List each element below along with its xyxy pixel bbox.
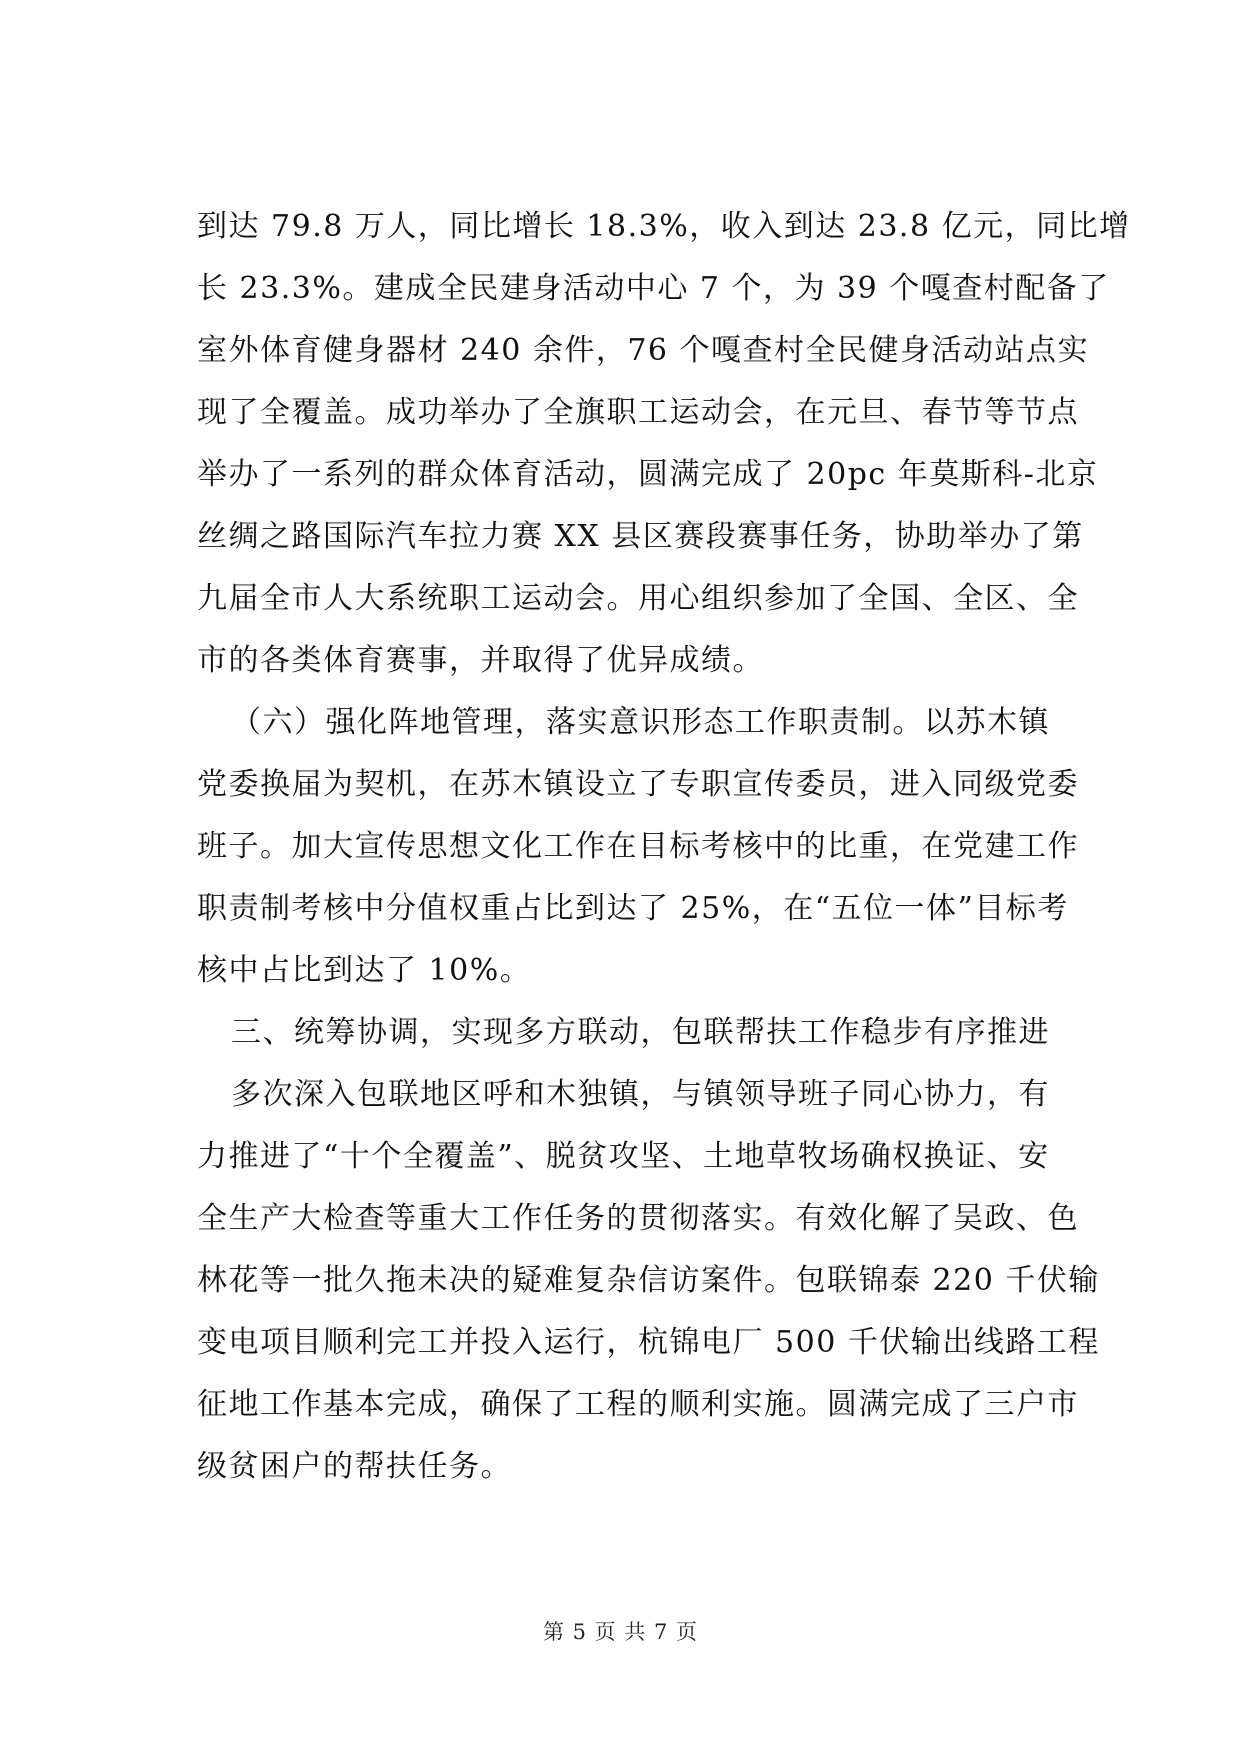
text-line: 举办了一系列的群众体育活动，圆满完成了 20pc 年莫斯科-北京	[197, 457, 1099, 492]
text-line: 林花等一批久拖未决的疑难复杂信访案件。包联锦泰 220 千伏输	[197, 1263, 1100, 1298]
text-line: 级贫困户的帮扶任务。	[197, 1449, 512, 1484]
text-line: 现了全覆盖。成功举办了全旗职工运动会，在元旦、春节等节点	[197, 395, 1079, 430]
text-line: 长 23.3%。建成全民建身活动中心 7 个，为 39 个嘎查村配备了	[197, 271, 1110, 306]
text-line: 多次深入包联地区呼和木独镇，与镇领导班子同心协力，有	[231, 1077, 1050, 1112]
text-line: 职责制考核中分值权重占比到达了 25%，在“五位一体”目标考	[197, 891, 1069, 926]
text-line: 全生产大检查等重大工作任务的贯彻落实。有效化解了吴政、色	[197, 1201, 1079, 1236]
text-line: 变电项目顺利完工并投入运行，杭锦电厂 500 千伏输出线路工程	[197, 1325, 1100, 1360]
text-line: 到达 79.8 万人，同比增长 18.3%，收入到达 23.8 亿元，同比增	[197, 209, 1131, 244]
text-line: 市的各类体育赛事，并取得了优异成绩。	[197, 643, 764, 678]
page-number-footer: 第 5 页 共 7 页	[542, 1620, 699, 1644]
text-line: 力推进了“十个全覆盖”、脱贫攻坚、土地草牧场确权换证、安	[197, 1139, 1050, 1174]
section-heading-three: 三、统筹协调，实现多方联动，包联帮扶工作稳步有序推进	[231, 1015, 1050, 1050]
text-line: 班子。加大宣传思想文化工作在目标考核中的比重，在党建工作	[197, 829, 1079, 864]
text-line: 丝绸之路国际汽车拉力赛 XX 县区赛段赛事任务，协助举办了第	[197, 519, 1084, 554]
text-line: 九届全市人大系统职工运动会。用心组织参加了全国、全区、全	[197, 581, 1079, 616]
body-text	[197, 196, 1131, 1498]
text-line: 核中占比到达了 10%。	[197, 953, 532, 988]
section-heading-six: （六）强化阵地管理，落实意识形态工作职责制。以苏木镇	[231, 705, 1050, 740]
text-line: 党委换届为契机，在苏木镇设立了专职宣传委员，进入同级党委	[197, 767, 1079, 802]
text-line: 征地工作基本完成，确保了工程的顺利实施。圆满完成了三户市	[197, 1387, 1079, 1422]
text-line: 室外体育健身器材 240 余件，76 个嘎查村全民健身活动站点实	[197, 333, 1090, 368]
